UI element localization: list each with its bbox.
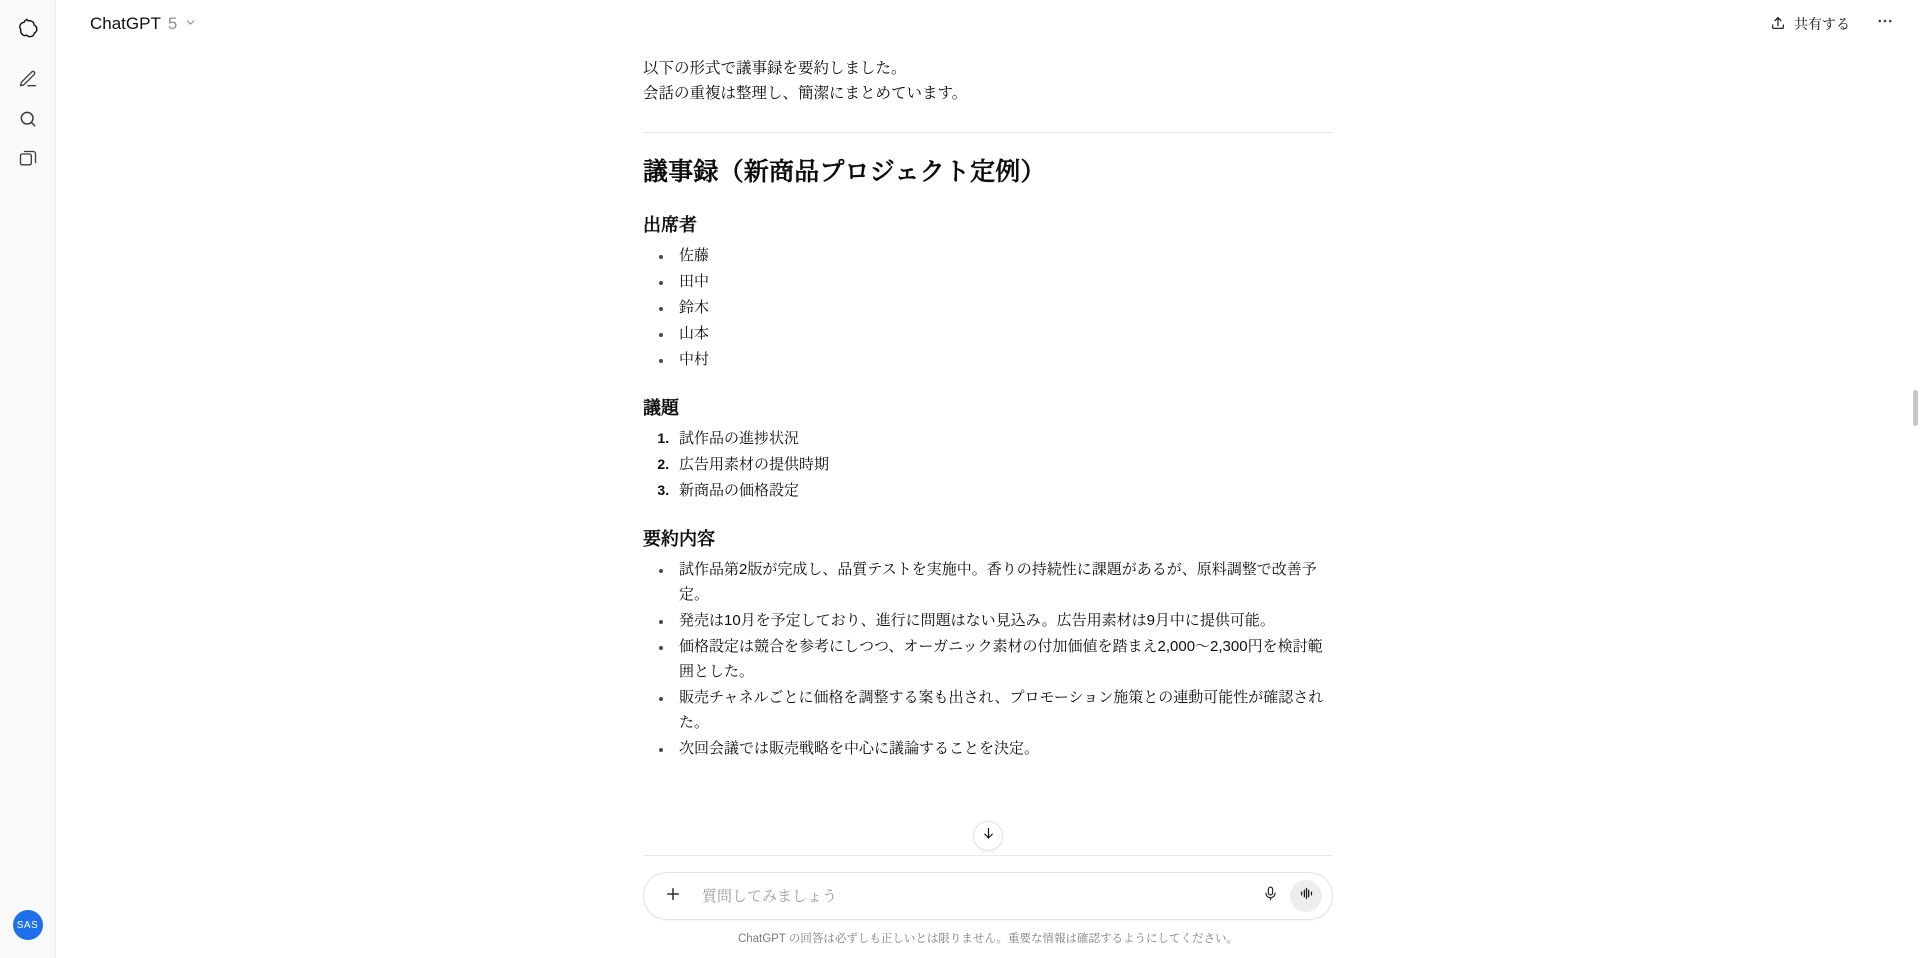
composer-divider [643,855,1333,856]
plus-icon [664,885,682,908]
list-item: • 田中 [673,269,1333,294]
assistant-message [643,48,1333,761]
list-item: • 鈴木 [673,295,1333,320]
add-attachment-button[interactable] [658,881,688,911]
conversation-scroll-area[interactable] [56,48,1920,855]
intro-line-1: 以下の形式で議事録を要約しました。 [643,60,907,77]
share-label: 共有する [1794,16,1850,32]
section-heading-attendees: 出席者 [643,215,697,235]
library-icon [18,149,38,174]
scroll-to-bottom-button[interactable] [973,821,1003,851]
composer[interactable] [643,872,1333,920]
section-divider [643,132,1333,133]
microphone-icon [1262,885,1279,907]
pencil-square-icon [18,69,38,94]
avatar[interactable]: SAS [13,910,43,940]
chevron-down-icon [184,14,197,34]
voice-waveform-icon [1298,885,1315,907]
section-heading-agenda: 議題 [643,398,679,418]
summary-list [643,557,1333,761]
list-item: • 中村 [673,347,1333,372]
vertical-scrollbar-thumb[interactable] [1913,390,1918,426]
model-version: 5 [167,14,178,33]
sidebar [0,0,56,958]
voice-mode-button[interactable] [1290,880,1322,912]
document-title: 議事録（新商品プロジェクト定例） [643,158,1046,186]
list-item: • 佐藤 [673,243,1333,268]
composer-area [56,855,1920,958]
list-item: • 山本 [673,321,1333,346]
search-icon [18,109,38,134]
share-button[interactable] [1758,7,1862,41]
agenda-list [643,426,1333,503]
top-bar [56,0,1920,48]
share-upload-icon [1770,15,1786,34]
disclaimer-text: ChatGPT の回答は必ずしも正しいとは限りません。重要な情報は確認するようにしてください。 [737,933,1239,945]
list-item: 1. 試作品の進捗状況 [673,426,1333,451]
list-item: 2. 広告用素材の提供時期 [673,452,1333,477]
message-input[interactable] [688,888,1254,905]
openai-logo-icon[interactable] [9,10,47,48]
list-item: • 次回会議では販売戦略を中心に議論することを決定。 [673,736,1333,761]
model-picker[interactable] [80,8,207,40]
more-horizontal-icon [1876,12,1894,36]
list-item: • 試作品第2版が完成し、品質テストを実施中。香りの持続性に課題があるが、原料調整で改善予定。 [673,557,1333,607]
list-item: • 販売チャネルごとに価格を調整する案も出され、プロモーション施策との連動可能性が確認された。 [673,685,1333,735]
more-options-button[interactable] [1868,7,1902,41]
list-item: • 価格設定は競合を参考にしつつ、オーガニック素材の付加価値を踏まえ2,000〜2,300円を検討範囲とした。 [673,634,1333,684]
arrow-down-icon [981,826,996,846]
list-item: 3. 新商品の価格設定 [673,478,1333,503]
sidebar-item-library[interactable] [9,142,47,180]
sidebar-item-new-chat[interactable] [9,62,47,100]
intro-line-2: 会話の重複は整理し、簡潔にまとめています。 [643,85,968,102]
sidebar-item-search[interactable] [9,102,47,140]
main-column [56,0,1920,958]
attendees-list [643,243,1333,372]
message-intro [643,48,1333,106]
model-name: ChatGPT [90,14,161,33]
list-item: • 発売は10月を予定しており、進行に問題はない見込み。広告用素材は9月中に提供可能。 [673,608,1333,633]
section-heading-summary: 要約内容 [643,529,715,549]
top-bar-actions [1758,7,1902,41]
dictate-button[interactable] [1254,880,1286,912]
